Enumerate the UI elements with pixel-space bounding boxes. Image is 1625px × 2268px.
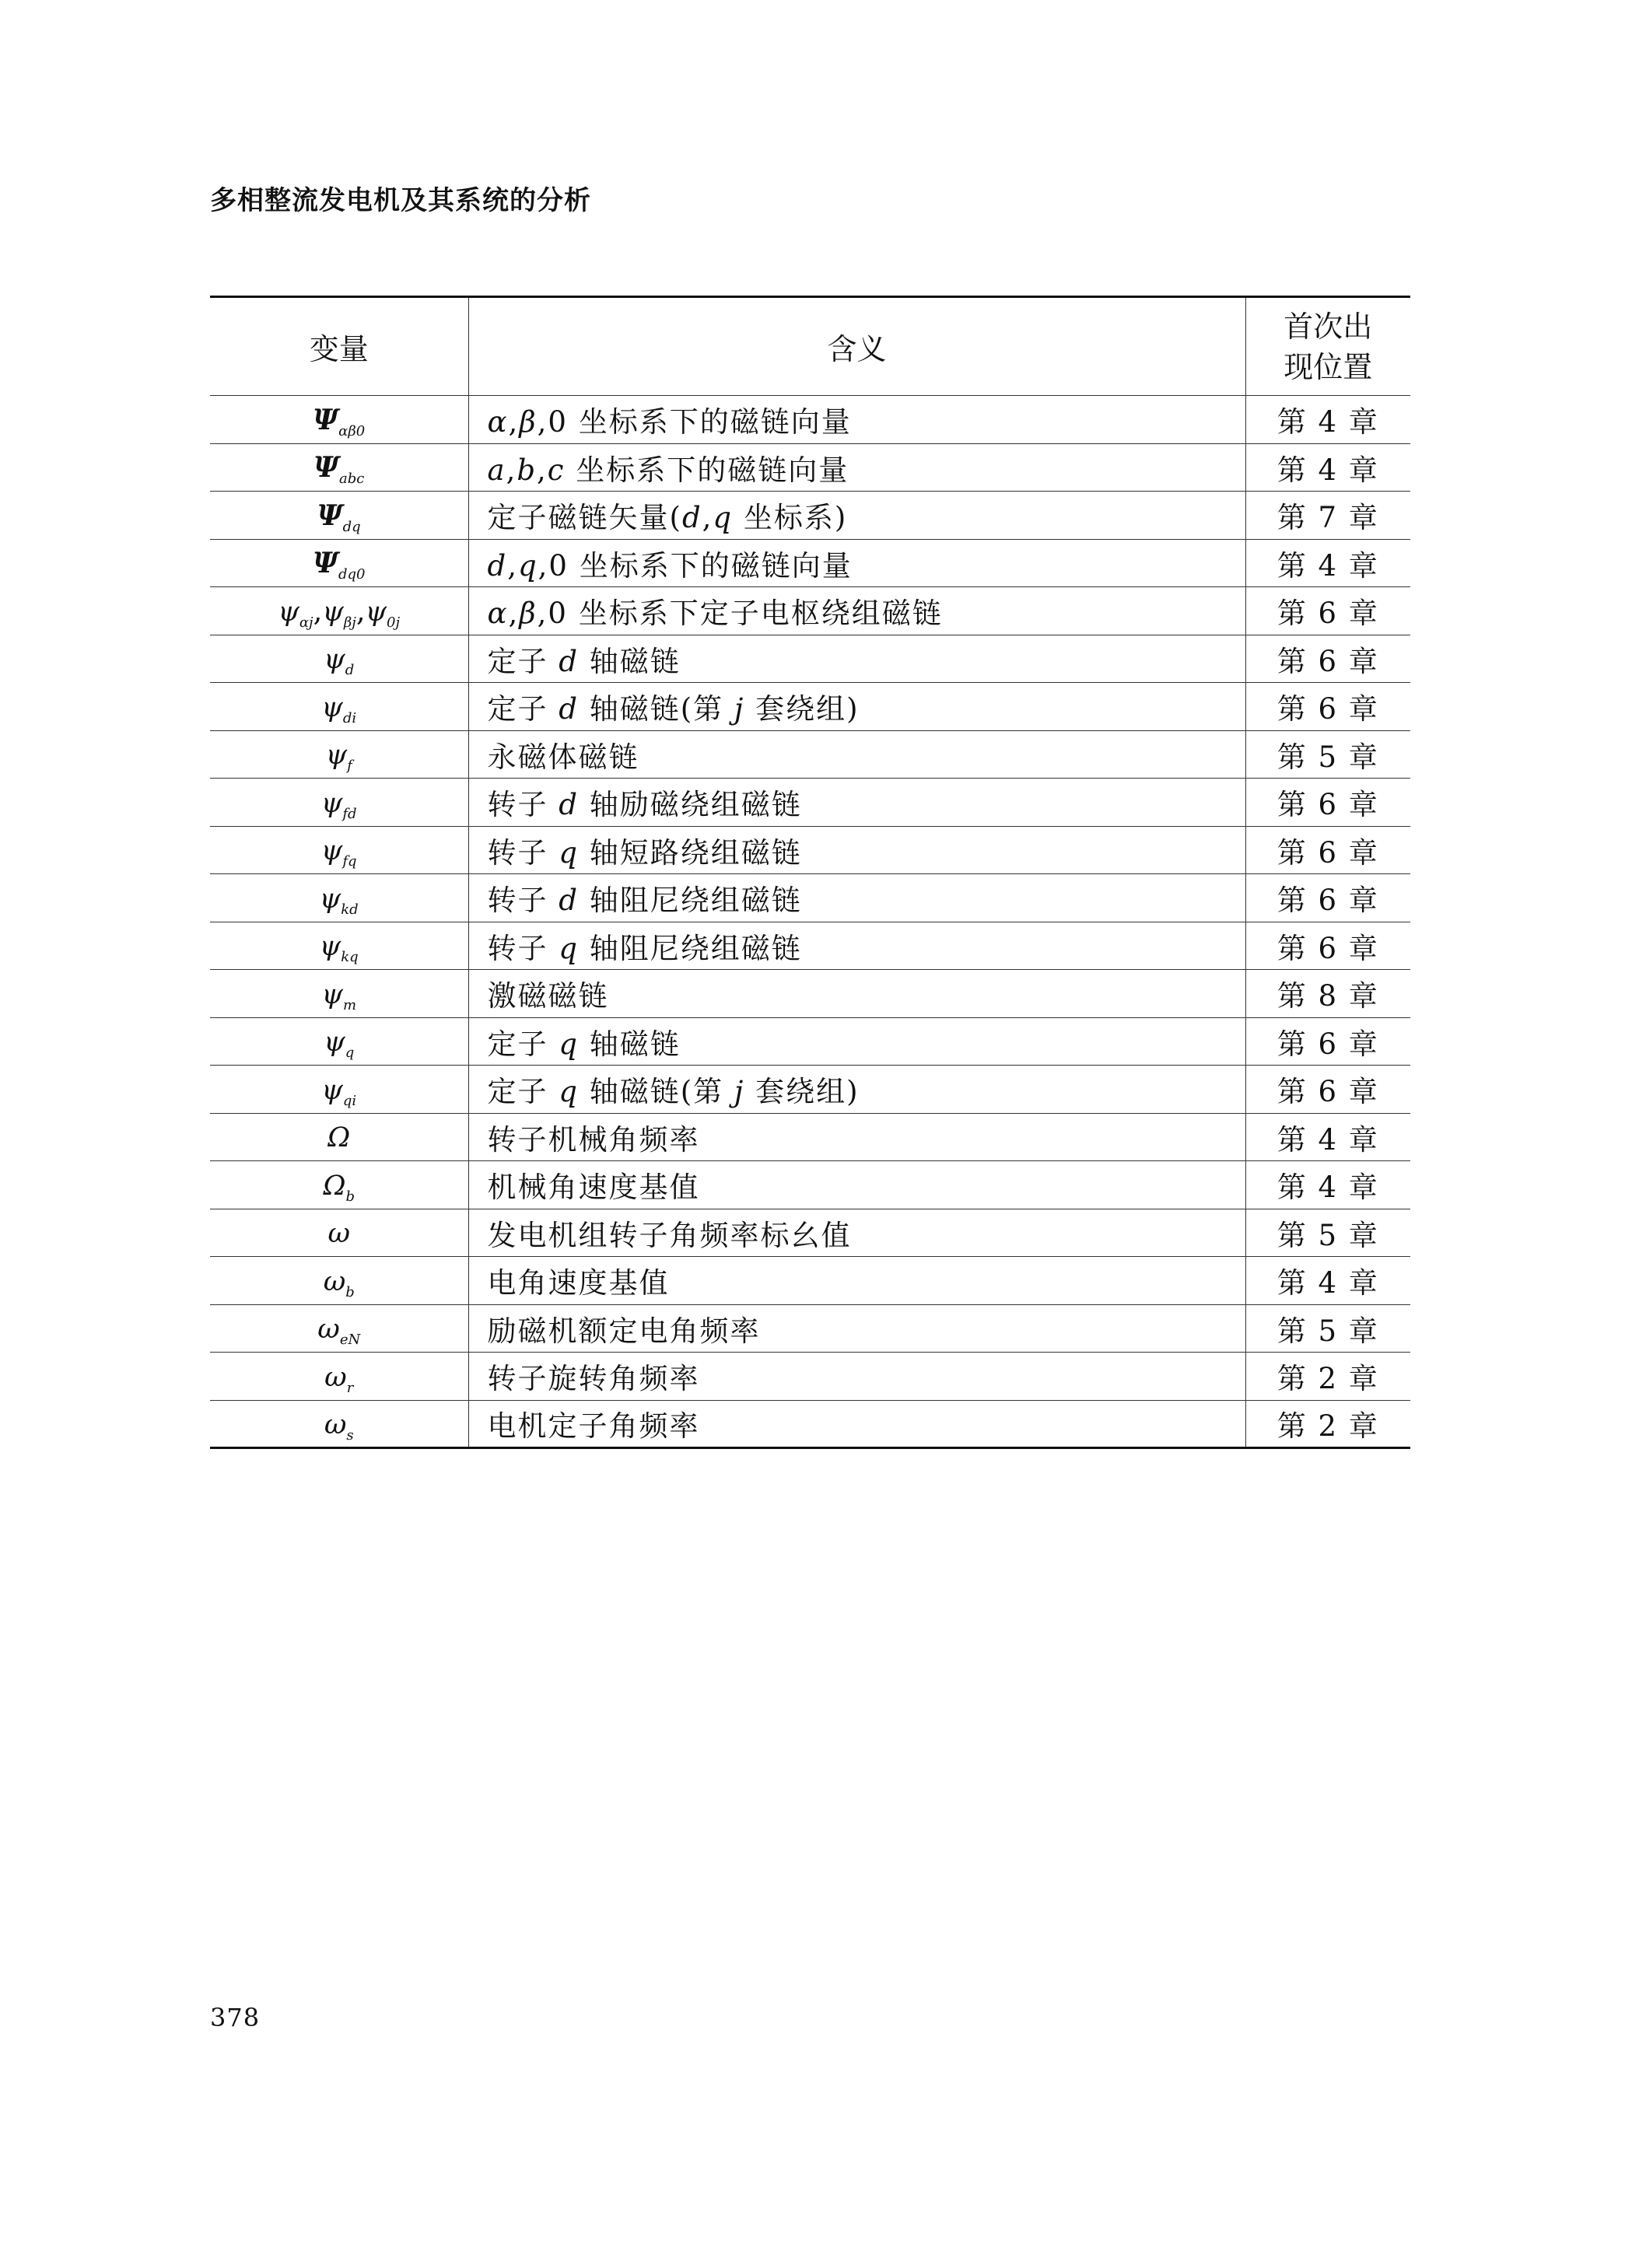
meaning-cell [468,970,1245,1018]
variable-symbol: ψ [321,978,343,1010]
meaning-text: 转子旋转角频率 [487,1362,700,1396]
variable-symbol: ψ [321,691,343,723]
table-header [210,297,1410,396]
meaning-cell [468,1113,1245,1161]
meaning-text: j [734,1075,745,1109]
table-row [210,874,1410,922]
meaning-text: d [559,644,579,678]
variable-cell [210,587,468,635]
variable-cell [210,1400,468,1448]
variable-symbol: ω [324,1361,347,1393]
meaning-text: β [519,405,538,439]
header-first-location-line1: 首次出 [1284,309,1373,344]
meaning-text: 轴磁链 [578,1027,681,1061]
variable-cell [210,1161,468,1209]
meaning-text: 机械角速度基值 [487,1171,700,1205]
variable-subscript: kq [341,949,359,966]
meaning-text: q [517,548,538,583]
variable-subscript: s [346,1426,354,1444]
meaning-text: 转子 [487,884,559,918]
variable-subscript: abc [339,471,365,488]
meaning-text: 永磁体磁链 [487,740,639,774]
variable-subscript: d [345,662,355,679]
first-location-cell: 第 6 章 [1245,1017,1410,1066]
meaning-text: 轴阻尼绕组磁链 [578,884,802,918]
variable-symbol: ψ [320,787,343,819]
first-location-cell: 第 7 章 [1245,492,1410,540]
meaning-text: 坐标系下的磁链向量 [565,453,849,487]
meaning-cell [468,396,1245,444]
meaning-cell [468,492,1245,540]
meaning-text: β [519,597,538,631]
variable-cell [210,1209,468,1257]
meaning-text: 转子 [487,788,559,822]
variable-subscript: f [347,758,352,775]
first-location-cell: 第 6 章 [1245,683,1410,731]
variable-symbol: Ψ [313,451,340,485]
meaning-text: , [507,548,518,583]
variable-cell [210,922,468,970]
meaning-text: 轴阻尼绕组磁链 [578,931,802,965]
meaning-text: , [508,405,520,439]
header-meaning: 含义 [468,297,1245,396]
variable-cell [210,443,468,492]
table-row [210,443,1410,492]
variable-symbol: ψ [324,644,345,676]
meaning-cell [468,1161,1245,1209]
variable-cell [210,1257,468,1305]
meaning-text: d [559,692,579,726]
variable-cell [210,779,468,827]
meaning-text: d [487,548,508,583]
page-number: 378 [210,2003,261,2032]
meaning-cell [468,1209,1245,1257]
first-location-cell: 第 6 章 [1245,922,1410,970]
meaning-text: a [487,453,506,487]
variable-symbol: ψ [278,596,299,628]
meaning-text: 轴磁链 [578,644,681,678]
first-location-cell: 第 5 章 [1245,1209,1410,1257]
meaning-text: d [559,884,579,918]
meaning-cell [468,874,1245,922]
variable-subscript: kd [341,901,359,918]
meaning-text: b [517,453,538,487]
meaning-text: 坐标系) [733,501,848,535]
table-row [210,1209,1410,1257]
symbol-glossary-table [210,296,1410,1449]
separator-comma: , [313,593,323,628]
variable-subscript: q [345,1045,355,1062]
meaning-cell [468,539,1245,587]
table-row [210,635,1410,683]
variable-subscript: αβ0 [338,422,366,439]
meaning-text: d [559,788,579,822]
meaning-text: 定子磁链矢量( [487,501,682,535]
first-location-cell: 第 8 章 [1245,970,1410,1018]
variable-cell [210,1017,468,1066]
variable-symbol: ψ [320,835,343,867]
meaning-text: 发电机组转子角频率标幺值 [487,1218,852,1252]
first-location-cell: 第 6 章 [1245,635,1410,683]
meaning-text: 轴励磁绕组磁链 [578,788,802,822]
first-location-cell: 第 4 章 [1245,396,1410,444]
variable-symbol: ψ [321,1074,343,1106]
variable-cell [210,826,468,874]
table-row [210,539,1410,587]
variable-symbol: Ψ [317,499,343,532]
table-row [210,1353,1410,1401]
variable-cell [210,635,468,683]
variable-symbol: ψ [324,1027,345,1059]
meaning-text: q [713,501,734,535]
separator-comma: , [355,593,366,628]
variable-symbol: Ω [323,1170,346,1202]
variable-cell [210,1066,468,1114]
meaning-text: 激磁磁链 [487,979,609,1013]
meaning-cell [468,635,1245,683]
table-row [210,826,1410,874]
variable-symbol: Ψ [313,547,338,580]
variable-cell [210,1353,468,1401]
variable-subscript: di [342,709,357,726]
first-location-cell: 第 6 章 [1245,826,1410,874]
meaning-text: , [506,453,517,487]
first-location-cell: 第 6 章 [1245,874,1410,922]
meaning-cell [468,922,1245,970]
variable-symbol: ω [327,1218,351,1250]
variable-cell [210,539,468,587]
meaning-cell [468,1304,1245,1353]
meaning-text: 套绕组) [744,692,860,726]
meaning-text: 轴短路绕组磁链 [578,835,802,870]
meaning-text: α [487,597,509,631]
first-location-cell: 第 4 章 [1245,443,1410,492]
variable-cell [210,396,468,444]
variable-subscript: b [345,1283,355,1300]
meaning-text: 电机定子角频率 [487,1409,700,1444]
meaning-cell [468,1257,1245,1305]
meaning-text: q [559,931,579,965]
variable-symbol: ω [324,1409,347,1440]
meaning-text: 套绕组) [744,1075,860,1109]
meaning-text: 转子机械角频率 [487,1122,700,1157]
first-location-cell: 第 4 章 [1245,539,1410,587]
meaning-text: ,0 坐标系下的磁链向量 [538,548,853,583]
table-row [210,922,1410,970]
meaning-text: 励磁机额定电角频率 [487,1314,761,1348]
variable-cell [210,730,468,779]
meaning-text: 定子 [487,644,559,678]
meaning-cell [468,587,1245,635]
variable-subscript: dq0 [338,566,366,583]
header-first-location [1245,297,1410,396]
meaning-text: , [537,453,548,487]
first-location-cell: 第 5 章 [1245,730,1410,779]
meaning-text: 定子 [487,692,559,726]
meaning-text: 定子 [487,1075,559,1109]
first-location-cell: 第 2 章 [1245,1353,1410,1401]
meaning-text: 轴磁链(第 [578,692,734,726]
variable-subscript: eN [339,1332,361,1349]
meaning-cell [468,1017,1245,1066]
variable-symbol: Ψ [313,403,339,436]
meaning-cell [468,779,1245,827]
meaning-text: q [559,1075,579,1109]
table-row [210,1113,1410,1161]
first-location-cell: 第 6 章 [1245,587,1410,635]
header-variable: 变量 [210,297,468,396]
meaning-text: q [559,835,579,870]
first-location-cell: 第 5 章 [1245,1304,1410,1353]
variable-subscript: qi [342,1092,357,1109]
variable-symbol: ψ [322,596,344,628]
table-row [210,587,1410,635]
table-row [210,1304,1410,1353]
header-first-location-line2: 现位置 [1284,349,1373,384]
variable-subscript: m [342,996,357,1013]
variable-symbol: ω [317,1314,340,1346]
first-location-cell: 第 4 章 [1245,1257,1410,1305]
variable-subscript: αj [299,614,313,631]
first-location-cell: 第 6 章 [1245,1066,1410,1114]
table-body [210,396,1410,1448]
table-row [210,1017,1410,1066]
variable-subscript: βj [343,614,356,631]
meaning-cell [468,1066,1245,1114]
variable-subscript: fd [342,805,357,822]
table-row [210,492,1410,540]
meaning-text: j [734,692,745,726]
variable-symbol: ψ [325,740,348,772]
meaning-text: ,0 坐标系下的磁链向量 [537,405,852,439]
meaning-text: α [487,405,509,439]
meaning-cell [468,730,1245,779]
variable-cell [210,970,468,1018]
variable-symbol: Ω [327,1122,351,1154]
first-location-cell: 第 2 章 [1245,1400,1410,1448]
table-row [210,1400,1410,1448]
table-row [210,396,1410,444]
variable-subscript: fq [342,853,357,870]
variable-cell [210,1304,468,1353]
table-row [210,779,1410,827]
variable-cell [210,683,468,731]
meaning-text: d [681,501,702,535]
variable-cell [210,874,468,922]
first-location-cell: 第 4 章 [1245,1113,1410,1161]
running-head: 多相整流发电机及其系统的分析 [210,185,591,216]
variable-cell [210,1113,468,1161]
variable-symbol: ω [323,1265,346,1297]
table-row [210,730,1410,779]
meaning-cell [468,1400,1245,1448]
variable-subscript: b [345,1188,355,1205]
meaning-text: 转子 [487,835,559,870]
meaning-text: 定子 [487,1027,559,1061]
variable-subscript: 0j [387,614,401,631]
table-row [210,1066,1410,1114]
meaning-text: q [559,1027,579,1061]
variable-symbol: ψ [319,931,341,963]
meaning-text: 转子 [487,931,559,965]
meaning-text: 电角速度基值 [487,1266,670,1300]
variable-cell [210,492,468,540]
first-location-cell: 第 4 章 [1245,1161,1410,1209]
variable-symbol: ψ [319,883,341,915]
meaning-text: , [508,597,520,631]
table-row [210,1257,1410,1305]
variable-symbol: ψ [365,596,387,628]
variable-subscript: r [346,1379,354,1396]
variable-subscript: dq [342,518,361,535]
meaning-cell [468,826,1245,874]
meaning-text: ,0 坐标系下定子电枢绕组磁链 [537,597,943,631]
first-location-cell: 第 6 章 [1245,779,1410,827]
table-row [210,1161,1410,1209]
meaning-text: c [547,453,566,487]
meaning-cell [468,443,1245,492]
table-row [210,683,1410,731]
meaning-text: 轴磁链(第 [578,1075,734,1109]
meaning-text: , [702,501,713,535]
meaning-cell [468,683,1245,731]
table-row [210,970,1410,1018]
meaning-cell [468,1353,1245,1401]
